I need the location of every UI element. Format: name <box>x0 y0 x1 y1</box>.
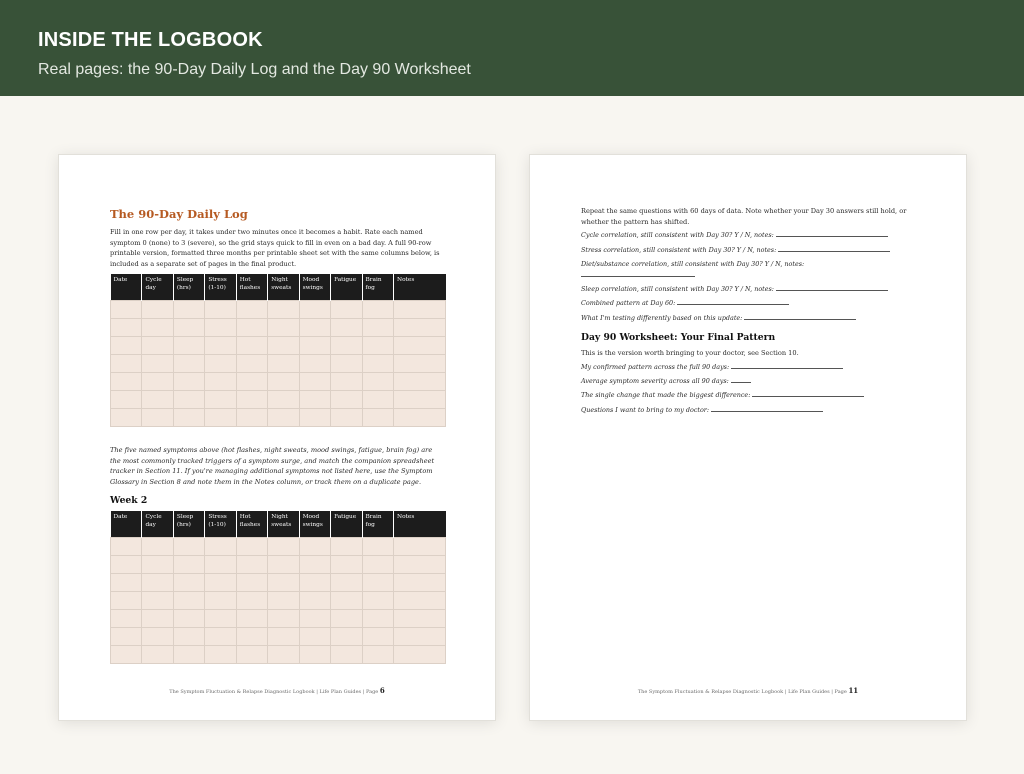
week-2-heading: Week 2 <box>110 495 148 506</box>
footer-text: The Symptom Fluctuation & Relapse Diagnostic Logbook | Life Plan Guides | Page <box>637 689 847 695</box>
log-cell[interactable] <box>394 300 446 318</box>
day-90-heading: Day 90 Worksheet: Your Final Pattern <box>581 332 776 343</box>
log-cell[interactable] <box>331 555 362 573</box>
log-cell[interactable] <box>362 627 394 645</box>
log-cell[interactable] <box>236 390 267 408</box>
logbook-page-left <box>58 154 496 721</box>
page-number: 6 <box>379 686 385 695</box>
log-cell[interactable] <box>236 318 267 336</box>
log-cell[interactable] <box>173 555 204 573</box>
log-cell[interactable] <box>268 555 299 573</box>
log-cell[interactable] <box>173 573 204 591</box>
log-cell[interactable] <box>111 408 142 426</box>
column-header: Brain fog <box>362 511 394 537</box>
log-cell[interactable] <box>142 555 173 573</box>
log-cell[interactable] <box>299 300 330 318</box>
logbook-page-right <box>529 154 967 721</box>
column-header: Night sweats <box>268 274 299 300</box>
column-header: Hot flashes <box>236 511 267 537</box>
table-row <box>111 354 446 372</box>
log-cell[interactable] <box>205 591 236 609</box>
header-banner <box>0 0 1024 96</box>
log-cell[interactable] <box>236 609 267 627</box>
log-cell[interactable] <box>331 318 362 336</box>
day-90-question: My confirmed pattern across the full 90 days: <box>581 363 843 372</box>
log-cell[interactable] <box>111 354 142 372</box>
log-cell[interactable] <box>268 318 299 336</box>
table-row <box>111 573 446 591</box>
log-cell[interactable] <box>394 537 446 555</box>
table-row <box>111 336 446 354</box>
log-cell[interactable] <box>394 591 446 609</box>
log-cell[interactable] <box>111 537 142 555</box>
log-cell[interactable] <box>111 609 142 627</box>
log-cell[interactable] <box>173 408 204 426</box>
log-cell[interactable] <box>173 537 204 555</box>
log-cell[interactable] <box>362 408 394 426</box>
table-row <box>111 318 446 336</box>
column-header: Mood swings <box>299 511 330 537</box>
log-cell[interactable] <box>362 573 394 591</box>
log-cell[interactable] <box>394 609 446 627</box>
log-cell[interactable] <box>362 609 394 627</box>
log-cell[interactable] <box>362 300 394 318</box>
log-cell[interactable] <box>173 336 204 354</box>
log-cell[interactable] <box>362 390 394 408</box>
log-cell[interactable] <box>362 645 394 663</box>
log-cell[interactable] <box>205 573 236 591</box>
log-cell[interactable] <box>173 390 204 408</box>
table-row <box>111 555 446 573</box>
log-cell[interactable] <box>111 336 142 354</box>
column-header: Fatigue <box>331 511 362 537</box>
log-cell[interactable] <box>205 645 236 663</box>
day-90-question: Average symptom severity across all 90 days: <box>581 377 751 386</box>
log-cell[interactable] <box>268 645 299 663</box>
log-cell[interactable] <box>142 591 173 609</box>
column-header: Notes <box>394 274 446 300</box>
log-cell[interactable] <box>205 537 236 555</box>
log-cell[interactable] <box>236 591 267 609</box>
log-cell[interactable] <box>236 555 267 573</box>
footer-text: The Symptom Fluctuation & Relapse Diagnostic Logbook | Life Plan Guides | Page <box>169 689 379 695</box>
log-cell[interactable] <box>394 372 446 390</box>
log-cell[interactable] <box>394 573 446 591</box>
log-cell[interactable] <box>236 336 267 354</box>
page-number: 11 <box>848 686 859 695</box>
log-cell[interactable] <box>111 591 142 609</box>
log-cell[interactable] <box>236 354 267 372</box>
log-cell[interactable] <box>299 354 330 372</box>
log-cell[interactable] <box>142 318 173 336</box>
log-cell[interactable] <box>111 390 142 408</box>
day-60-intro: Repeat the same questions with 60 days of data. Note whether your Day 30 answers still hold, or whether the pattern has shifted. <box>581 207 907 226</box>
log-cell[interactable] <box>142 336 173 354</box>
log-cell[interactable] <box>394 336 446 354</box>
log-cell[interactable] <box>111 555 142 573</box>
table-row <box>111 372 446 390</box>
log-cell[interactable] <box>331 609 362 627</box>
log-cell[interactable] <box>111 573 142 591</box>
log-cell[interactable] <box>236 627 267 645</box>
log-cell[interactable] <box>173 645 204 663</box>
log-cell[interactable] <box>236 573 267 591</box>
day-60-question: What I'm testing differently based on this update: <box>581 314 856 323</box>
log-cell[interactable] <box>142 300 173 318</box>
day-90-question: The single change that made the biggest difference: <box>581 391 864 400</box>
log-cell[interactable] <box>394 555 446 573</box>
log-cell[interactable] <box>205 318 236 336</box>
page-footer-left <box>59 686 495 695</box>
column-header: Date <box>111 511 142 537</box>
log-cell[interactable] <box>205 336 236 354</box>
log-cell[interactable] <box>299 645 330 663</box>
log-cell[interactable] <box>394 354 446 372</box>
log-cell[interactable] <box>142 573 173 591</box>
log-cell[interactable] <box>331 336 362 354</box>
column-header: Mood swings <box>299 274 330 300</box>
table-row <box>111 408 446 426</box>
column-header: Night sweats <box>268 511 299 537</box>
log-cell[interactable] <box>236 300 267 318</box>
log-cell[interactable] <box>142 537 173 555</box>
log-cell[interactable] <box>331 390 362 408</box>
log-cell[interactable] <box>173 354 204 372</box>
log-cell[interactable] <box>362 354 394 372</box>
log-cell[interactable] <box>299 318 330 336</box>
log-cell[interactable] <box>236 537 267 555</box>
log-cell[interactable] <box>362 591 394 609</box>
log-cell[interactable] <box>111 645 142 663</box>
table-row <box>111 591 446 609</box>
log-cell[interactable] <box>205 609 236 627</box>
log-cell[interactable] <box>173 300 204 318</box>
log-cell[interactable] <box>362 318 394 336</box>
symptom-note: The five named symptoms above (hot flashes, night sweats, mood swings, fatigue, brain fog) are the most commonly tracked triggers of a symptom surge, and match the companion spreadsheet tracker in Section 11. If you're managing additional symptoms not listed here, use the Symptom Glossary in Section 8 and note them in the Notes column, or track them on a duplicate page. <box>110 446 435 486</box>
log-cell[interactable] <box>331 573 362 591</box>
log-cell[interactable] <box>142 390 173 408</box>
log-cell[interactable] <box>142 645 173 663</box>
day-60-question: Cycle correlation, still consistent with Day 30? Y / N, notes: <box>581 231 888 240</box>
log-cell[interactable] <box>362 336 394 354</box>
log-cell[interactable] <box>268 609 299 627</box>
log-cell[interactable] <box>299 537 330 555</box>
daily-log-heading: The 90-Day Daily Log <box>110 207 248 221</box>
column-header: Date <box>111 274 142 300</box>
log-cell[interactable] <box>268 354 299 372</box>
log-cell[interactable] <box>205 390 236 408</box>
log-cell[interactable] <box>205 300 236 318</box>
log-cell[interactable] <box>299 627 330 645</box>
day-90-intro: This is the version worth bringing to your doctor, see Section 10. <box>581 349 799 357</box>
log-cell[interactable] <box>205 354 236 372</box>
log-cell[interactable] <box>142 408 173 426</box>
log-cell[interactable] <box>299 336 330 354</box>
log-cell[interactable] <box>299 573 330 591</box>
log-cell[interactable] <box>331 354 362 372</box>
column-header: Stress (1-10) <box>205 274 236 300</box>
daily-log-intro: Fill in one row per day, it takes under two minutes once it becomes a habit. Rate each named symptom 0 (none) to 3 (severe), so the grid stays quick to fill in even on a bad day. A full 90-row printable version, formatted three months per printable sheet set with the same columns below, is included as a separate set of pages in the final product. <box>110 228 440 268</box>
daily-log-table-week-2 <box>110 511 446 664</box>
column-header: Sleep (hrs) <box>173 511 204 537</box>
log-cell[interactable] <box>205 372 236 390</box>
log-cell[interactable] <box>111 372 142 390</box>
log-cell[interactable] <box>362 537 394 555</box>
log-cell[interactable] <box>268 573 299 591</box>
day-60-question: Sleep correlation, still consistent with Day 30? Y / N, notes: <box>581 285 888 294</box>
log-cell[interactable] <box>236 645 267 663</box>
table-row <box>111 645 446 663</box>
log-cell[interactable] <box>394 318 446 336</box>
log-cell[interactable] <box>173 609 204 627</box>
column-header: Cycle day <box>142 274 173 300</box>
log-cell[interactable] <box>142 354 173 372</box>
table-row <box>111 627 446 645</box>
log-cell[interactable] <box>394 390 446 408</box>
column-header: Brain fog <box>362 274 394 300</box>
log-cell[interactable] <box>331 408 362 426</box>
log-cell[interactable] <box>205 408 236 426</box>
log-cell[interactable] <box>362 372 394 390</box>
log-cell[interactable] <box>331 537 362 555</box>
log-cell[interactable] <box>173 318 204 336</box>
log-cell[interactable] <box>299 591 330 609</box>
column-header: Notes <box>394 511 446 537</box>
day-60-question: Combined pattern at Day 60: <box>581 299 789 308</box>
log-cell[interactable] <box>394 408 446 426</box>
log-cell[interactable] <box>142 627 173 645</box>
table-row <box>111 609 446 627</box>
column-header: Cycle day <box>142 511 173 537</box>
banner-title: INSIDE THE LOGBOOK <box>38 29 263 51</box>
log-cell[interactable] <box>331 627 362 645</box>
column-header: Stress (1-10) <box>205 511 236 537</box>
log-cell[interactable] <box>205 555 236 573</box>
column-header: Hot flashes <box>236 274 267 300</box>
answer-line <box>581 276 695 277</box>
log-cell[interactable] <box>268 591 299 609</box>
table-row <box>111 300 446 318</box>
log-cell[interactable] <box>173 591 204 609</box>
log-cell[interactable] <box>362 555 394 573</box>
page-footer-right <box>530 686 966 695</box>
log-cell[interactable] <box>111 318 142 336</box>
log-cell[interactable] <box>331 645 362 663</box>
log-cell[interactable] <box>268 300 299 318</box>
log-cell[interactable] <box>331 300 362 318</box>
log-cell[interactable] <box>299 609 330 627</box>
log-cell[interactable] <box>299 390 330 408</box>
table-row <box>111 390 446 408</box>
log-cell[interactable] <box>268 408 299 426</box>
column-header: Sleep (hrs) <box>173 274 204 300</box>
column-header: Fatigue <box>331 274 362 300</box>
day-90-question: Questions I want to bring to my doctor: <box>581 406 823 415</box>
log-cell[interactable] <box>299 555 330 573</box>
log-cell[interactable] <box>236 408 267 426</box>
log-cell[interactable] <box>205 627 236 645</box>
log-cell[interactable] <box>268 627 299 645</box>
day-60-question: Diet/substance correlation, still consistent with Day 30? Y / N, notes: <box>581 260 805 268</box>
log-cell[interactable] <box>299 408 330 426</box>
log-cell[interactable] <box>268 537 299 555</box>
log-cell[interactable] <box>142 372 173 390</box>
log-cell[interactable] <box>142 609 173 627</box>
log-cell[interactable] <box>111 627 142 645</box>
log-cell[interactable] <box>173 627 204 645</box>
table-row <box>111 537 446 555</box>
log-cell[interactable] <box>394 627 446 645</box>
log-cell[interactable] <box>173 372 204 390</box>
banner-subtitle: Real pages: the 90-Day Daily Log and the Day 90 Worksheet <box>38 61 471 78</box>
log-cell[interactable] <box>331 372 362 390</box>
log-cell[interactable] <box>236 372 267 390</box>
log-cell[interactable] <box>268 372 299 390</box>
log-cell[interactable] <box>299 372 330 390</box>
daily-log-table-week-1 <box>110 274 446 427</box>
log-cell[interactable] <box>331 591 362 609</box>
log-cell[interactable] <box>268 390 299 408</box>
log-cell[interactable] <box>111 300 142 318</box>
day-60-question: Stress correlation, still consistent with Day 30? Y / N, notes: <box>581 246 890 255</box>
log-cell[interactable] <box>394 645 446 663</box>
log-cell[interactable] <box>268 336 299 354</box>
